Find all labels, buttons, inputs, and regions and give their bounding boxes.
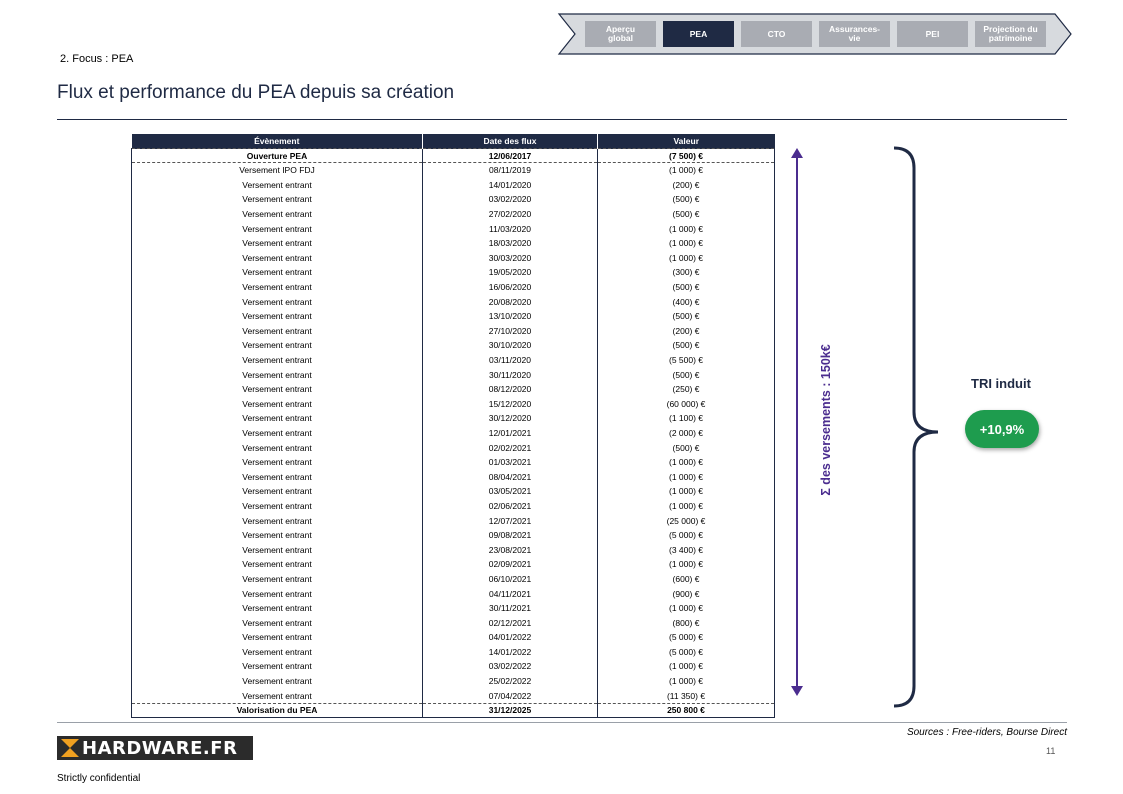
cell-event: Versement entrant	[132, 645, 423, 660]
table-row	[132, 309, 775, 324]
cell-value: (11 350) €	[598, 688, 775, 703]
table-row	[132, 382, 775, 397]
table-row	[132, 557, 775, 572]
cell-event: Versement entrant	[132, 207, 423, 222]
cell-event: Versement entrant	[132, 440, 423, 455]
cell-value: (1 000) €	[598, 659, 775, 674]
title-divider	[57, 119, 1067, 120]
cell-value: (500) €	[598, 280, 775, 295]
table-row	[132, 586, 775, 601]
cell-value: (200) €	[598, 324, 775, 339]
cell-value: (300) €	[598, 265, 775, 280]
cell-event: Versement entrant	[132, 353, 423, 368]
cell-value: (1 100) €	[598, 411, 775, 426]
cell-date: 16/06/2020	[423, 280, 598, 295]
section-label: 2. Focus : PEA	[60, 53, 134, 65]
irr-label: TRI induit	[971, 376, 1031, 391]
cell-value: (60 000) €	[598, 397, 775, 412]
table-header-row	[132, 134, 775, 149]
table-row	[132, 353, 775, 368]
cell-event: Versement entrant	[132, 426, 423, 441]
cell-event: Versement entrant	[132, 455, 423, 470]
cell-event: Versement entrant	[132, 557, 423, 572]
table-row	[132, 645, 775, 660]
nav-tab-3[interactable]: Assurances- vie	[819, 21, 890, 47]
table-row	[132, 236, 775, 251]
logo-mark-icon	[61, 739, 79, 757]
cell-value: (5 000) €	[598, 645, 775, 660]
cell-value: (800) €	[598, 615, 775, 630]
cell-event: Versement entrant	[132, 265, 423, 280]
cell-date: 08/04/2021	[423, 469, 598, 484]
table-row	[132, 513, 775, 528]
logo-text: HARDWARE.FR	[82, 737, 238, 759]
cell-value: (1 000) €	[598, 455, 775, 470]
cell-event: Valorisation du PEA	[132, 703, 423, 717]
cell-event: Versement entrant	[132, 528, 423, 543]
cell-value: (1 000) €	[598, 163, 775, 178]
cell-date: 12/07/2021	[423, 513, 598, 528]
cell-event: Versement entrant	[132, 192, 423, 207]
cell-date: 02/12/2021	[423, 615, 598, 630]
cell-date: 12/01/2021	[423, 426, 598, 441]
nav-tab-4[interactable]: PEI	[897, 21, 968, 47]
cell-event: Versement entrant	[132, 382, 423, 397]
cell-date: 03/02/2022	[423, 659, 598, 674]
cell-event: Ouverture PEA	[132, 149, 423, 163]
cell-date: 31/12/2025	[423, 703, 598, 717]
cell-date: 04/01/2022	[423, 630, 598, 645]
cell-date: 03/11/2020	[423, 353, 598, 368]
cell-event: Versement IPO FDJ	[132, 163, 423, 178]
cell-date: 08/11/2019	[423, 163, 598, 178]
cell-date: 19/05/2020	[423, 265, 598, 280]
cell-date: 30/10/2020	[423, 338, 598, 353]
table-row	[132, 674, 775, 689]
table-row	[132, 528, 775, 543]
cash-flow-table	[131, 134, 775, 718]
cell-date: 23/08/2021	[423, 542, 598, 557]
cell-value: (1 000) €	[598, 236, 775, 251]
sum-of-deposits-label: Σ des versements : 150k€	[819, 344, 833, 496]
page-title: Flux et performance du PEA depuis sa création	[57, 82, 455, 103]
cell-date: 11/03/2020	[423, 221, 598, 236]
cell-date: 02/06/2021	[423, 499, 598, 514]
cell-event: Versement entrant	[132, 236, 423, 251]
cell-value: (5 000) €	[598, 528, 775, 543]
cell-value: (400) €	[598, 294, 775, 309]
cell-value: 250 800 €	[598, 703, 775, 717]
cell-event: Versement entrant	[132, 513, 423, 528]
cell-date: 15/12/2020	[423, 397, 598, 412]
cell-value: (500) €	[598, 367, 775, 382]
table-row	[132, 484, 775, 499]
cell-event: Versement entrant	[132, 251, 423, 266]
cell-event: Versement entrant	[132, 572, 423, 587]
cell-date: 14/01/2022	[423, 645, 598, 660]
cell-date: 01/03/2021	[423, 455, 598, 470]
cell-value: (200) €	[598, 178, 775, 193]
cell-event: Versement entrant	[132, 324, 423, 339]
cell-date: 08/12/2020	[423, 382, 598, 397]
cell-date: 18/03/2020	[423, 236, 598, 251]
section-navigation	[557, 12, 1073, 56]
cell-date: 12/06/2017	[423, 149, 598, 163]
column-header-event: Évènement	[132, 134, 423, 149]
cell-event: Versement entrant	[132, 178, 423, 193]
cell-date: 02/02/2021	[423, 440, 598, 455]
irr-value-badge: +10,9%	[965, 410, 1039, 448]
table-row	[132, 324, 775, 339]
cell-date: 07/04/2022	[423, 688, 598, 703]
table-row	[132, 265, 775, 280]
cell-event: Versement entrant	[132, 615, 423, 630]
table-row	[132, 688, 775, 703]
table-row	[132, 659, 775, 674]
cell-date: 09/08/2021	[423, 528, 598, 543]
footer-divider	[57, 722, 1067, 723]
table-row	[132, 221, 775, 236]
right-brace-icon	[892, 146, 942, 708]
cell-date: 02/09/2021	[423, 557, 598, 572]
cell-value: (3 400) €	[598, 542, 775, 557]
cell-value: (1 000) €	[598, 251, 775, 266]
table-row	[132, 163, 775, 178]
cell-value: (1 000) €	[598, 221, 775, 236]
cell-date: 04/11/2021	[423, 586, 598, 601]
table-row	[132, 192, 775, 207]
table-row	[132, 207, 775, 222]
table-row	[132, 338, 775, 353]
table-row	[132, 572, 775, 587]
cell-value: (500) €	[598, 192, 775, 207]
cell-event: Versement entrant	[132, 469, 423, 484]
column-header-date: Date des flux	[423, 134, 598, 149]
cell-date: 30/12/2020	[423, 411, 598, 426]
cell-date: 27/02/2020	[423, 207, 598, 222]
nav-tab-1[interactable]: PEA	[663, 21, 734, 47]
cell-value: (500) €	[598, 309, 775, 324]
cell-value: (5 500) €	[598, 353, 775, 368]
cell-event: Versement entrant	[132, 309, 423, 324]
cell-value: (1 000) €	[598, 557, 775, 572]
table-row	[132, 426, 775, 441]
nav-tab-5[interactable]: Projection du patrimoine	[975, 21, 1046, 47]
cell-event: Versement entrant	[132, 586, 423, 601]
cell-value: (5 000) €	[598, 630, 775, 645]
cell-event: Versement entrant	[132, 630, 423, 645]
hardware-fr-logo	[57, 736, 253, 760]
table-row	[132, 469, 775, 484]
cell-value: (500) €	[598, 207, 775, 222]
table-row	[132, 499, 775, 514]
cell-value: (250) €	[598, 382, 775, 397]
page-number: 11	[1046, 746, 1056, 756]
cell-value: (900) €	[598, 586, 775, 601]
cell-event: Versement entrant	[132, 280, 423, 295]
cell-event: Versement entrant	[132, 601, 423, 616]
cell-value: (1 000) €	[598, 601, 775, 616]
double-arrow-icon	[790, 148, 804, 696]
cell-event: Versement entrant	[132, 688, 423, 703]
cell-date: 30/11/2021	[423, 601, 598, 616]
nav-tab-2[interactable]: CTO	[741, 21, 812, 47]
cell-date: 25/02/2022	[423, 674, 598, 689]
table-row	[132, 630, 775, 645]
table-row	[132, 411, 775, 426]
table-row-opening	[132, 149, 775, 163]
cell-event: Versement entrant	[132, 484, 423, 499]
cell-date: 03/05/2021	[423, 484, 598, 499]
cell-event: Versement entrant	[132, 674, 423, 689]
table-row	[132, 542, 775, 557]
table-row	[132, 178, 775, 193]
cell-event: Versement entrant	[132, 542, 423, 557]
cell-value: (500) €	[598, 338, 775, 353]
cell-value: (500) €	[598, 440, 775, 455]
cell-event: Versement entrant	[132, 397, 423, 412]
nav-tab-0[interactable]: Aperçu global	[585, 21, 656, 47]
cell-event: Versement entrant	[132, 221, 423, 236]
cell-event: Versement entrant	[132, 338, 423, 353]
cell-value: (1 000) €	[598, 499, 775, 514]
cell-event: Versement entrant	[132, 659, 423, 674]
cell-value: (1 000) €	[598, 484, 775, 499]
sources-note: Sources : Free-riders, Bourse Direct	[906, 727, 1067, 738]
table-row	[132, 280, 775, 295]
cell-date: 06/10/2021	[423, 572, 598, 587]
column-header-value: Valeur	[598, 134, 775, 149]
cell-date: 03/02/2020	[423, 192, 598, 207]
cell-value: (25 000) €	[598, 513, 775, 528]
cell-value: (1 000) €	[598, 469, 775, 484]
cell-date: 14/01/2020	[423, 178, 598, 193]
cell-date: 30/03/2020	[423, 251, 598, 266]
table-row	[132, 601, 775, 616]
cell-date: 13/10/2020	[423, 309, 598, 324]
table-row	[132, 397, 775, 412]
table-row	[132, 251, 775, 266]
cell-date: 30/11/2020	[423, 367, 598, 382]
cell-event: Versement entrant	[132, 411, 423, 426]
cell-event: Versement entrant	[132, 499, 423, 514]
table-row-valuation	[132, 703, 775, 717]
cell-date: 20/08/2020	[423, 294, 598, 309]
confidentiality-note: Strictly confidential	[57, 773, 141, 784]
table-row	[132, 440, 775, 455]
cell-value: (1 000) €	[598, 674, 775, 689]
table-row	[132, 367, 775, 382]
table-row	[132, 455, 775, 470]
cell-value: (7 500) €	[598, 149, 775, 163]
cell-event: Versement entrant	[132, 294, 423, 309]
table-row	[132, 615, 775, 630]
cell-value: (600) €	[598, 572, 775, 587]
table-row	[132, 294, 775, 309]
cell-event: Versement entrant	[132, 367, 423, 382]
cell-value: (2 000) €	[598, 426, 775, 441]
cell-date: 27/10/2020	[423, 324, 598, 339]
